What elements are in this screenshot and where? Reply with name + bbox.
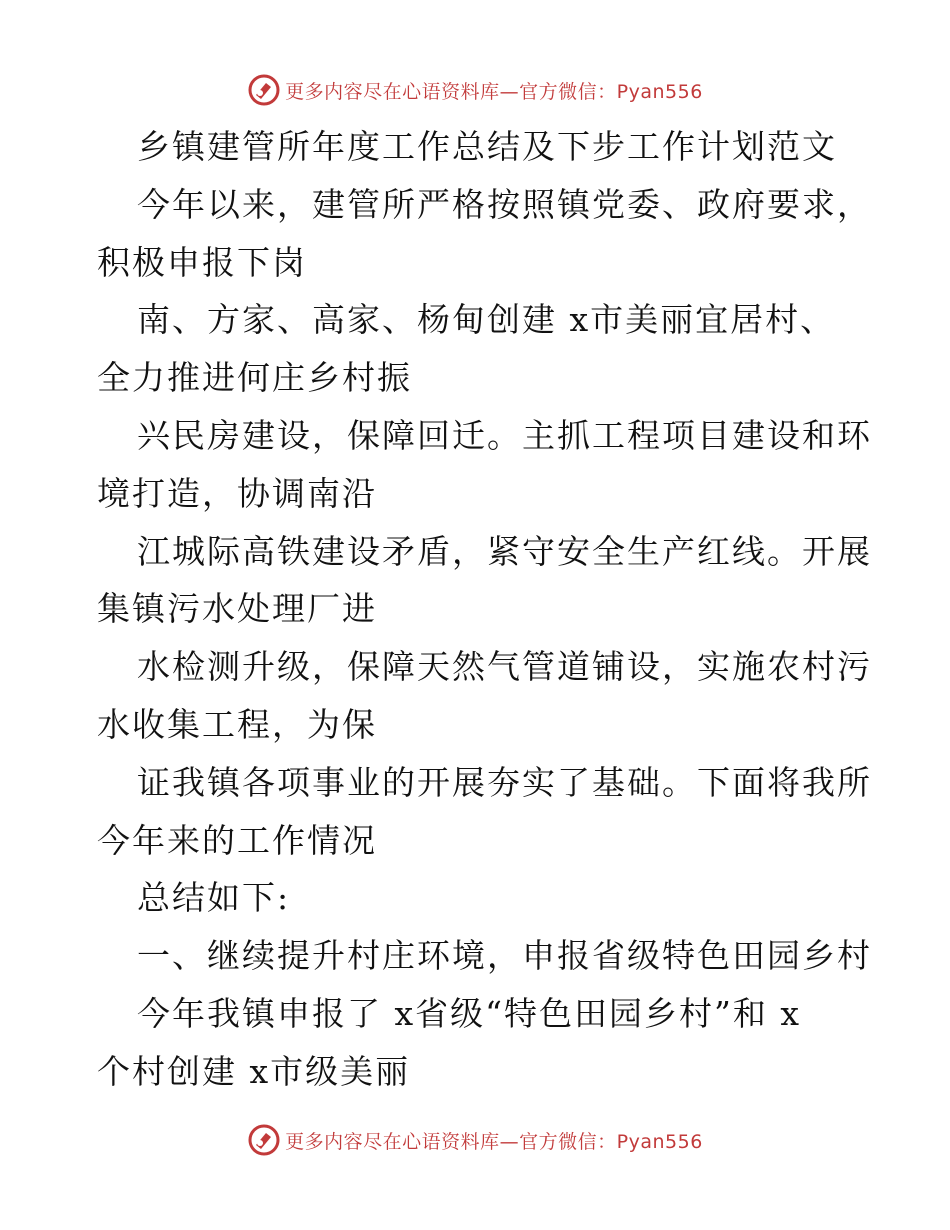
- watermark-wechat-id: Pyan556: [616, 1130, 703, 1153]
- brand-logo-icon: [247, 73, 281, 107]
- text-line: 证我镇各项事业的开展夯实了基础。下面将我所: [137, 762, 872, 802]
- text-line: 总结如下:: [137, 878, 291, 918]
- brand-logo-icon: [247, 1123, 281, 1157]
- text-line: 今年以来，建管所严格按照镇党委、政府要求，: [137, 184, 872, 224]
- text-line: 水检测升级，保障天然气管道铺设，实施农村污: [137, 647, 872, 687]
- header-watermark: [0, 70, 950, 110]
- text-line: 积极申报下岗: [97, 242, 307, 282]
- text-line: 今年来的工作情况: [97, 820, 377, 860]
- text-line: 一、继续提升村庄环境，申报省级特色田园乡村: [137, 936, 872, 976]
- document-body: [97, 118, 872, 1101]
- watermark-text: 更多内容尽在心语资料库—官方微信：Pyan556: [285, 80, 703, 103]
- text-line: 南、方家、高家、杨甸创建 x市美丽宜居村、: [137, 300, 836, 340]
- text-line: 今年我镇申报了 x省级“特色田园乡村”和 x: [137, 993, 801, 1033]
- watermark-text: 更多内容尽在心语资料库—官方微信：Pyan556: [285, 1130, 703, 1153]
- document-title: 乡镇建管所年度工作总结及下步工作计划范文: [137, 127, 837, 166]
- text-line: 集镇污水处理厂进: [97, 589, 377, 629]
- text-line: 兴民房建设，保障回迁。主抓工程项目建设和环: [137, 415, 872, 455]
- text-line: 境打造，协调南沿: [97, 473, 377, 513]
- footer-watermark: [0, 1120, 950, 1160]
- text-line: 个村创建 x市级美丽: [97, 1051, 411, 1091]
- text-line: 江城际高铁建设矛盾，紧守安全生产红线。开展: [137, 531, 872, 571]
- watermark-wechat-id: Pyan556: [616, 80, 703, 103]
- text-line: 水收集工程，为保: [97, 704, 377, 744]
- text-line: 全力推进何庄乡村振: [97, 358, 412, 398]
